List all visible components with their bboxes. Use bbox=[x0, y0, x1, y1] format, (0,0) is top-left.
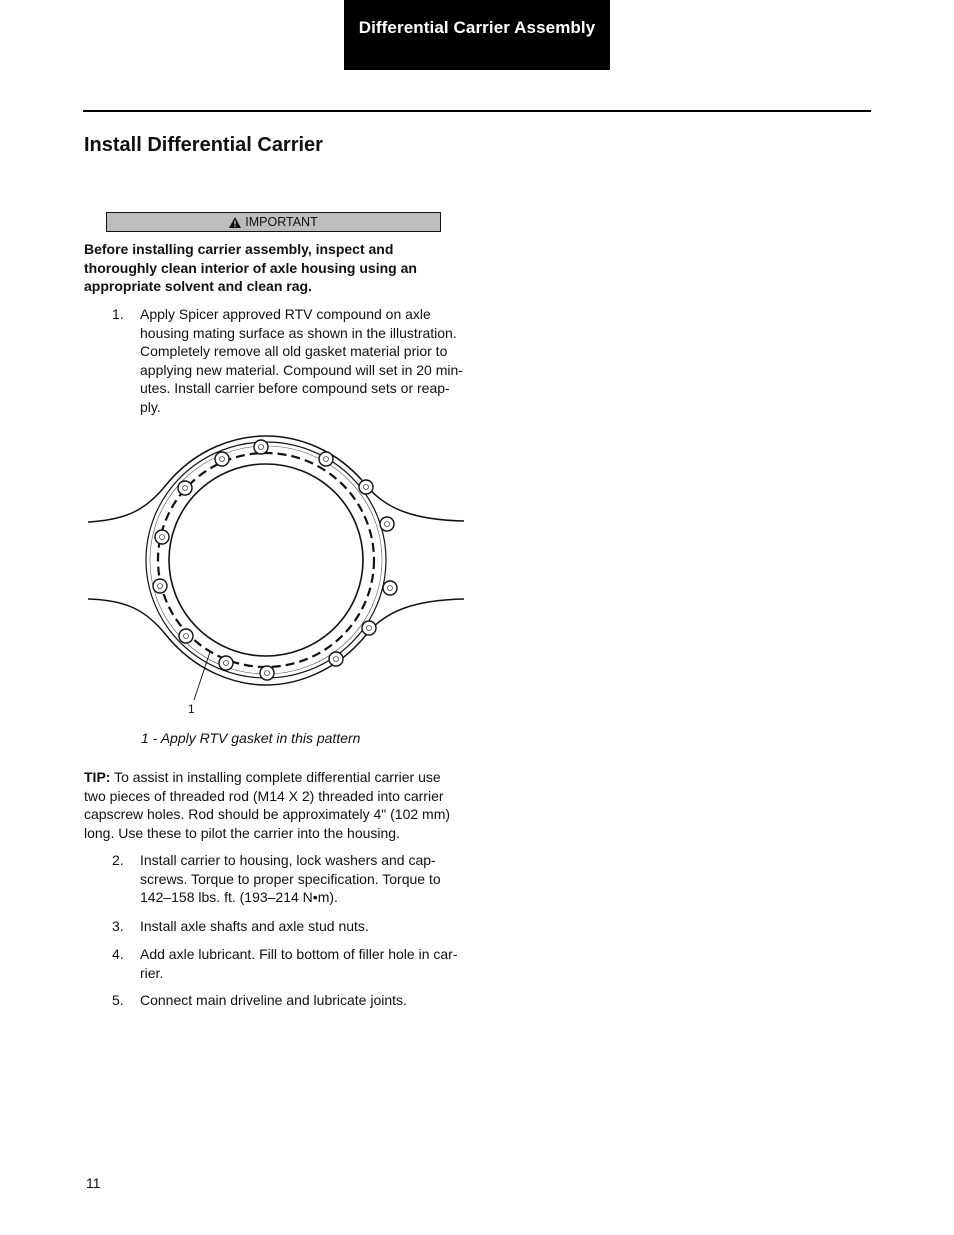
page-number: 11 bbox=[86, 1175, 101, 1191]
tip-text: To assist in installing complete differential carrier use two pieces of threaded rod (M14 X 2) threaded into carrier capscrew holes. Rod should be approximately 4" (102 mm) long. Use these to pilot the carrier into the housing. bbox=[84, 769, 451, 841]
carrier-gasket-diagram bbox=[86, 430, 466, 700]
step-item-5 bbox=[112, 991, 467, 1010]
step-text: Connect main driveline and lubricate joints. bbox=[140, 992, 407, 1008]
housing-upper-outline bbox=[88, 436, 464, 522]
tip-label: TIP: bbox=[84, 769, 111, 785]
important-banner bbox=[106, 212, 441, 232]
step-text: Apply Spicer approved RTV compound on axle housing mating surface as shown in the illustration. Completely remove all old gasket material prior to applying new material. Compound will set in 20 min-utes. Install carrier before compound sets or reap-ply. bbox=[140, 306, 463, 415]
carrier-bore bbox=[169, 464, 363, 656]
step-number: 5. bbox=[112, 992, 124, 1008]
figure-caption: 1 - Apply RTV gasket in this pattern bbox=[141, 730, 361, 746]
step-text: Install axle shafts and axle stud nuts. bbox=[140, 918, 369, 934]
warning-triangle-icon bbox=[229, 217, 241, 228]
chapter-header-tab bbox=[344, 0, 610, 70]
section-title: Install Differential Carrier bbox=[84, 134, 323, 156]
housing-lower-outline bbox=[88, 599, 464, 685]
step-number: 4. bbox=[112, 946, 124, 962]
bolt-holes bbox=[153, 440, 397, 680]
step-item-1 bbox=[112, 305, 467, 416]
step-number: 2. bbox=[112, 852, 124, 868]
step-item-3 bbox=[112, 917, 467, 936]
tip-paragraph bbox=[84, 768, 464, 842]
step-text: Install carrier to housing, lock washers and cap-screws. Torque to proper specification. Torque to 142–158 lbs. ft. (193–214 N•m). bbox=[140, 852, 441, 905]
step-number: 1. bbox=[112, 306, 124, 322]
step-item-4 bbox=[112, 945, 467, 982]
important-label: IMPORTANT bbox=[245, 215, 318, 229]
header-rule bbox=[83, 110, 871, 112]
flange-outer-ring bbox=[146, 442, 386, 678]
step-text: Add axle lubricant. Fill to bottom of filler hole in car-rier. bbox=[140, 946, 458, 981]
callout-number: 1 bbox=[188, 702, 195, 716]
step-item-2 bbox=[112, 851, 467, 907]
step-number: 3. bbox=[112, 918, 124, 934]
important-text: Before installing carrier assembly, inspect and thoroughly clean interior of axle housing using an appropriate solvent and clean rag. bbox=[84, 241, 417, 294]
chapter-title: Differential Carrier Assembly bbox=[358, 18, 596, 37]
